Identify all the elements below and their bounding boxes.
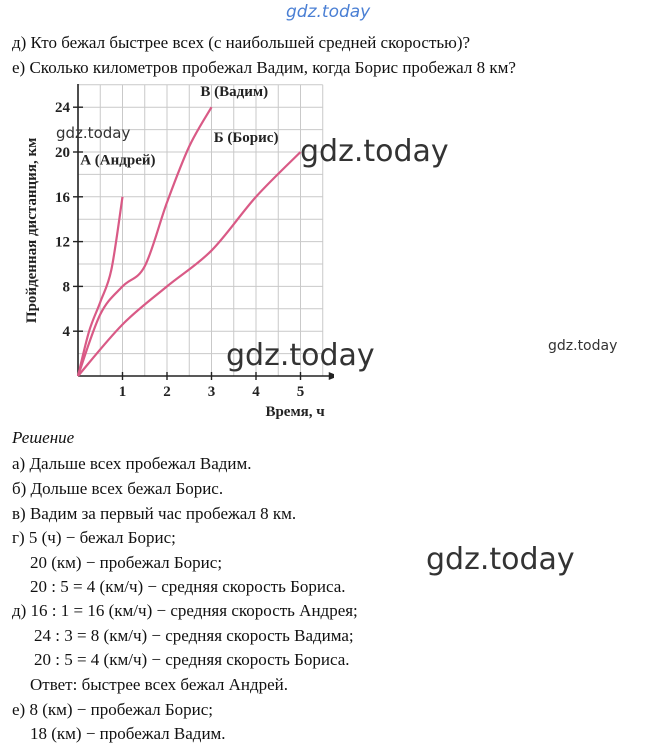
x-tick-label: 3	[207, 384, 216, 400]
question-d: д) Кто бежал быстрее всех (с наибольшей средней скоростью)?	[12, 33, 471, 52]
solution-line-g1: г) 5 (ч) − бежал Борис;	[12, 528, 176, 547]
solution-line-e1: е) 8 (км) − пробежал Борис;	[12, 700, 214, 719]
solution-line-d1: д) 16 : 1 = 16 (км/ч) − средняя скорость Андрея;	[12, 601, 358, 620]
y-tick-label: 12	[55, 234, 70, 251]
solution-answer: Ответ: быстрее всех бежал Андрей.	[30, 675, 288, 694]
watermark-right-small: gdz.today	[548, 338, 618, 354]
watermark-solution: gdz.today	[426, 542, 575, 577]
y-tick-label: 8	[62, 279, 70, 296]
watermark-mid: gdz.today	[226, 338, 375, 373]
x-axis-arrow	[329, 372, 334, 380]
x-axis-label: Время, ч	[265, 404, 325, 420]
x-tick-label: 2	[163, 384, 171, 400]
y-tick-label: 4	[62, 324, 70, 341]
y-axis-label: Пройденная дистанция, км	[24, 137, 40, 324]
solution-line-a: а) Дальше всех пробежал Вадим.	[12, 454, 252, 473]
series-label-andrey: А (Андрей)	[80, 152, 156, 169]
y-tick-label: 16	[55, 189, 70, 206]
y-tick-label: 24	[55, 100, 70, 117]
solution-line-g3: 20 : 5 = 4 (км/ч) − средняя скорость Бориса.	[30, 577, 346, 596]
solution-line-b: б) Дольше всех бежал Борис.	[12, 479, 224, 498]
watermark-top: gdz.today	[286, 2, 371, 22]
x-tick-label: 5	[296, 384, 305, 400]
solution-line-d3: 20 : 5 = 4 (км/ч) − средняя скорость Бориса.	[34, 650, 350, 669]
series-label-boris: Б (Борис)	[213, 129, 279, 146]
solution-line-g2: 20 (км) − пробежал Борис;	[30, 553, 223, 572]
series-label-vadim: В (Вадим)	[200, 84, 269, 100]
solution-line-e2: 18 (км) − пробежал Вадим.	[30, 724, 226, 743]
solution-line-d2: 24 : 3 = 8 (км/ч) − средняя скорость Вадима;	[34, 626, 354, 645]
y-tick-label: 20	[55, 145, 70, 161]
question-e: е) Сколько километров пробежал Вадим, когда Борис пробежал 8 км?	[12, 58, 516, 77]
watermark-chart-left: gdz.today	[56, 124, 131, 142]
x-tick-label: 4	[252, 384, 260, 400]
solution-line-v: в) Вадим за первый час пробежал 8 км.	[12, 504, 297, 523]
x-tick-label: 1	[118, 384, 127, 400]
watermark-chart-big: gdz.today	[300, 134, 449, 169]
solution-heading: Решение	[12, 428, 75, 447]
